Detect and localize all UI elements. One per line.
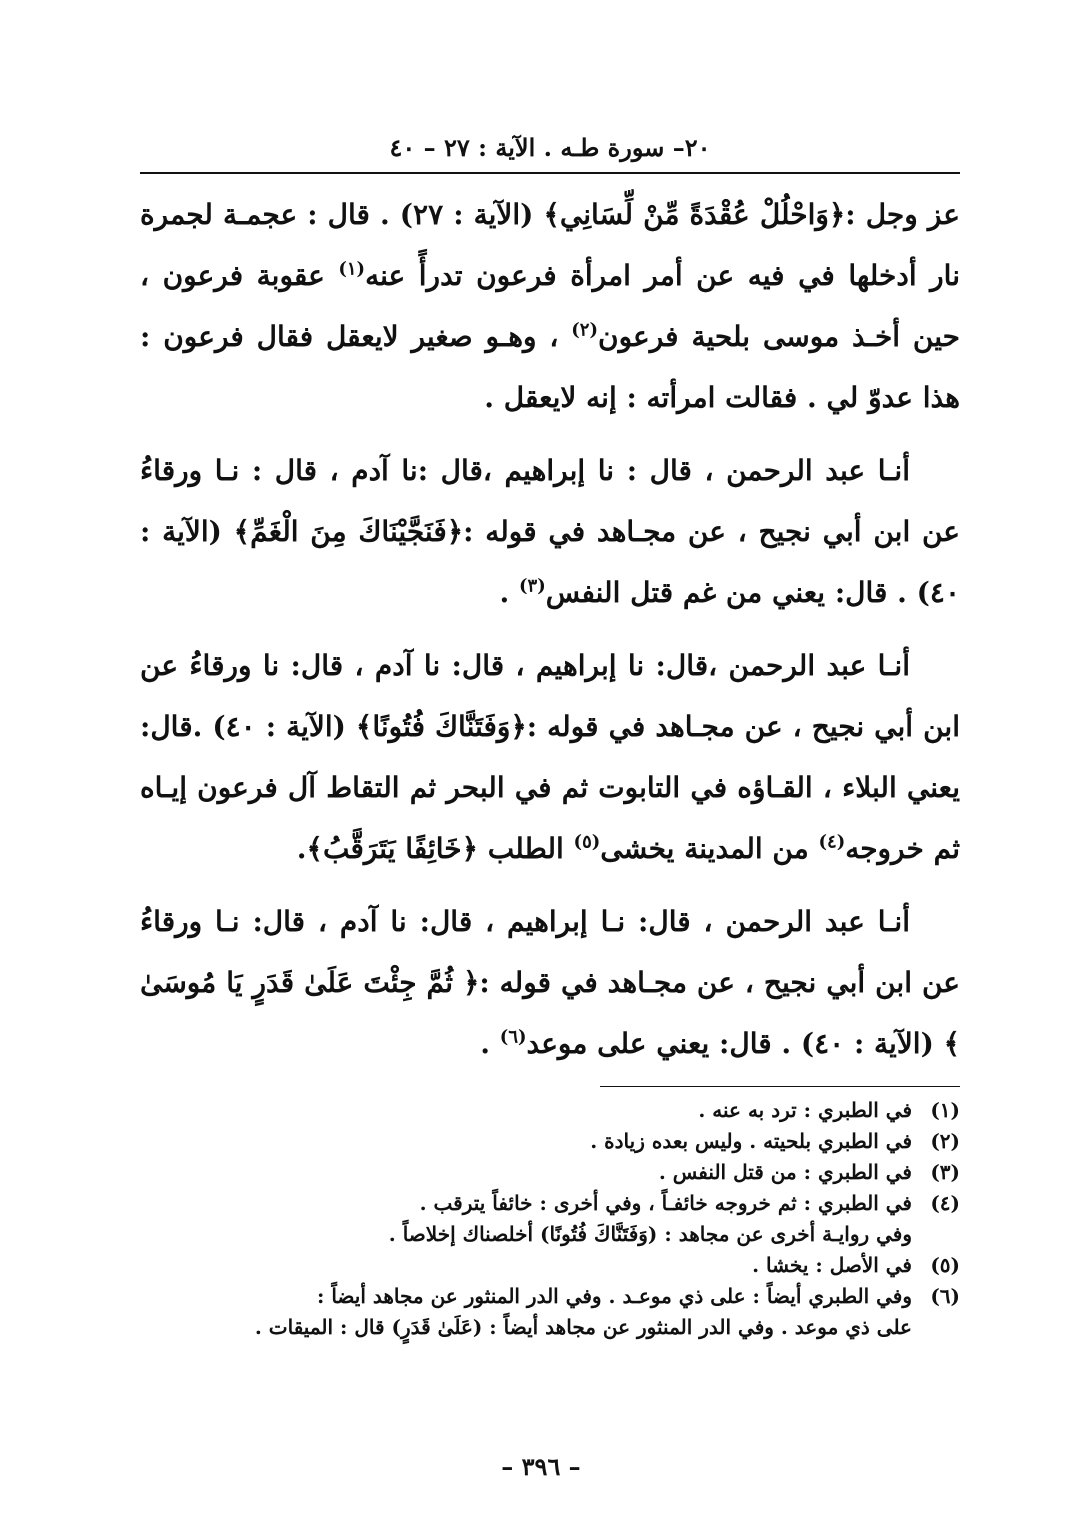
paragraph-text: عقوبة فرعون ، حين أخـذ موسى بلحية فرعون bbox=[140, 259, 960, 353]
footnote-text: في الطبري : ترد به عنه . bbox=[698, 1098, 912, 1122]
footnote bbox=[140, 1157, 960, 1188]
paragraph-1 bbox=[140, 184, 960, 428]
footnote-number: (٥) bbox=[930, 1253, 960, 1277]
footnote-text: وفي الطبري أيضاً : على ذي موعـد . وفي الدر المنثور عن مجاهد أيضاً : bbox=[316, 1284, 912, 1308]
paragraph-2 bbox=[140, 440, 960, 623]
footnote bbox=[140, 1095, 960, 1126]
footnote-text: في الطبري : من قتل النفس . bbox=[658, 1160, 912, 1184]
footnote-text: على ذي موعد . وفي الدر المنثور عن مجاهد أيضاً : (عَلَىٰ قَدَرٍ) قال : الميقات . bbox=[254, 1315, 912, 1339]
footnote-text: في الأصل : يخشا . bbox=[752, 1253, 912, 1277]
footnote-text: في الطبري بلحيته . وليس بعده زيادة . bbox=[590, 1129, 912, 1153]
paragraph-3 bbox=[140, 635, 960, 879]
footnote-number: (٦) bbox=[930, 1284, 960, 1308]
footnote-ref: (٤) bbox=[818, 831, 846, 853]
running-head: ٢٠– سورة طـه . الآية : ٢٧ – ٤٠ bbox=[140, 130, 960, 174]
page-content bbox=[140, 130, 960, 1343]
footnote bbox=[140, 1188, 960, 1250]
footnote-ref: (٥) bbox=[573, 831, 601, 853]
paragraph-text: أنـا عبد الرحمن ، قال: نـا إبراهيم ، قال: نا آدم ، قال: نـا ورقاءُ عن ابن أبي نجيح ، عن مجـاهد في قوله :﴿ ثُمَّ جِئْتَ عَلَىٰ قَدَرٍ يَا مُوسَىٰ ﴾ (الآية : ٤٠) . قال: يعني على موعد bbox=[140, 905, 960, 1060]
body-text bbox=[140, 184, 960, 1074]
footnote bbox=[140, 1126, 960, 1157]
footnote-text: وفي روايـة أخرى عن مجاهد : (وَفَتَنَّاكَ فُتُونًا) أخلصناك إخلاصاً . bbox=[388, 1222, 912, 1246]
footnote-text: في الطبري : ثم خروجه خائفـاً ، وفي أخرى : خائفاً يترقب . bbox=[419, 1191, 912, 1215]
footnote-number: (٣) bbox=[930, 1160, 960, 1184]
footnotes bbox=[140, 1095, 960, 1343]
paragraph-text: الطلب ﴿خَائِفًا يَتَرَقَّبُ﴾. bbox=[296, 832, 574, 865]
footnote-number: (٢) bbox=[930, 1129, 960, 1153]
paragraph-text: ، وهـو صغير لايعقل فقال فرعون : هذا عدوّ لي . فقالت امرأته : إنه لايعقل . bbox=[140, 320, 960, 414]
paragraph-text: أنـا عبد الرحمن ،قال: نا إبراهيم ، قال: نا آدم ، قال: نا ورقاءُ عن ابن أبي نجيح ، عن مجـاهد في قوله :﴿وَفَتَنَّاكَ فُتُونًا﴾ (الآية : ٤٠) .قال: يعني البلاء ، القـاؤه في التابوت ثم في البحر ثم التقاط آل فرعون إيـاه ثم خروجه bbox=[140, 649, 960, 865]
paragraph-text: . bbox=[499, 576, 520, 609]
footnote-ref: (٣) bbox=[519, 575, 546, 597]
footnote bbox=[140, 1250, 960, 1281]
paragraph-text: من المدينة يخشى bbox=[600, 832, 819, 865]
footnote-ref: (٢) bbox=[571, 319, 598, 341]
footnote bbox=[140, 1281, 960, 1343]
footnote-ref: (٦) bbox=[499, 1026, 527, 1048]
footnote-number: (١) bbox=[930, 1098, 960, 1122]
footnote-divider bbox=[600, 1086, 960, 1087]
page-number: – ٣٩٦ – bbox=[501, 1452, 581, 1481]
paragraph-text: . bbox=[480, 1027, 500, 1060]
paragraph-text: أنـا عبد الرحمن ، قال : نا إبراهيم ،قال :نا آدم ، قال : نـا ورقاءُ عن ابن أبي نجيح ، عن مجـاهد في قوله :﴿فَنَجَّيْنَاكَ مِنَ الْغَمِّ﴾ (الآية : ٤٠) . قال: يعني من غم قتل النفس bbox=[140, 454, 961, 609]
footnote-ref: (١) bbox=[338, 258, 366, 280]
footnote-number: (٤) bbox=[930, 1191, 960, 1215]
paragraph-text: عز وجل :﴿وَاحْلُلْ عُقْدَةً مِّنْ لِّسَانِي﴾ (الآية : ٢٧) . قال : عجمـة لجمرة نار أدخلها في فيه عن أمر امرأة فرعون تدرأً عنه bbox=[140, 198, 960, 292]
paragraph-4 bbox=[140, 891, 960, 1074]
